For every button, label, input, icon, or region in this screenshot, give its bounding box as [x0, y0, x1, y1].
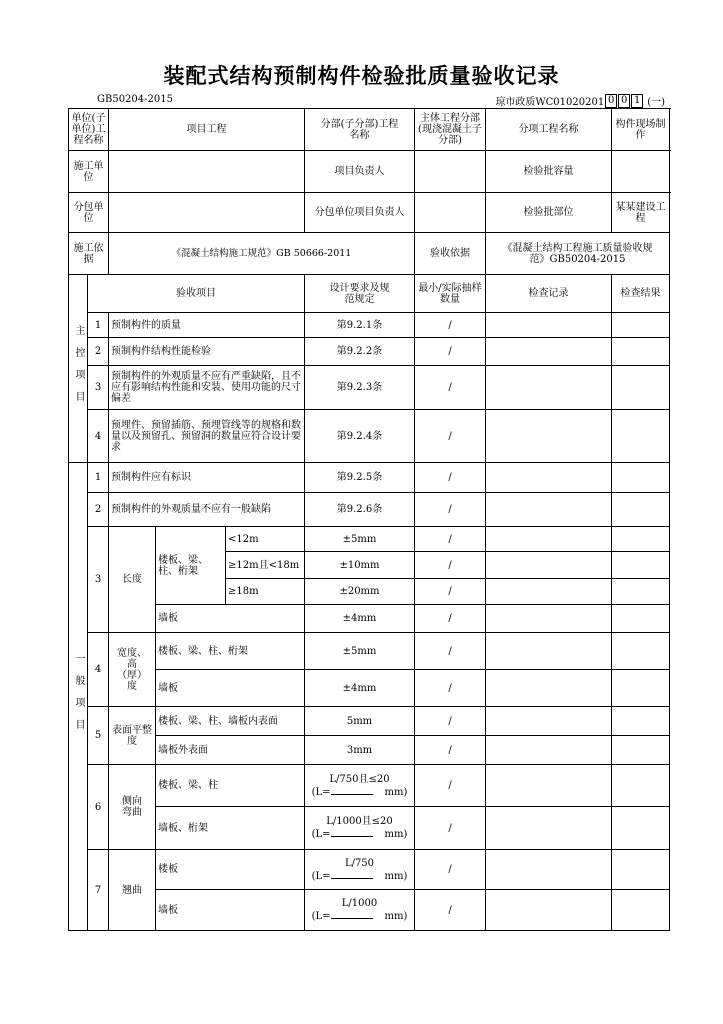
constructor-value[interactable]: [109, 151, 305, 193]
item-record[interactable]: [486, 807, 612, 850]
item-no: 4: [88, 410, 109, 463]
item-sub: 楼板: [156, 850, 305, 890]
item-result[interactable]: [612, 313, 670, 338]
item-result[interactable]: [612, 807, 670, 850]
table-row: [69, 633, 670, 670]
item-req: ±4mm: [305, 605, 415, 633]
item-qty[interactable]: /: [415, 670, 486, 707]
item-qty[interactable]: /: [415, 633, 486, 670]
item-no: 1: [88, 463, 109, 493]
record-code: [495, 93, 665, 108]
table-row: [69, 605, 670, 633]
item-req: 第9.2.6条: [305, 493, 415, 527]
col-req: 设计要求及规范规定: [305, 275, 415, 313]
item-no: 4: [88, 633, 109, 707]
item-req: 5mm: [305, 707, 415, 736]
col-record: 检查记录: [486, 275, 612, 313]
item-qty[interactable]: /: [415, 366, 486, 410]
item-qty[interactable]: /: [415, 890, 486, 931]
pm-label: 项目负责人: [305, 151, 415, 193]
item-req: 第9.2.3条: [305, 366, 415, 410]
item-name: 表面平整度: [109, 707, 156, 765]
col-item: 验收项目: [88, 275, 305, 313]
l-unit: mm): [384, 870, 408, 882]
item-record[interactable]: [486, 552, 612, 579]
standard-code: GB50204-2015: [97, 94, 173, 105]
division-label: 分部(子分部)工程名称: [305, 109, 415, 151]
location-value[interactable]: 某某建设工程: [612, 193, 670, 233]
item-record[interactable]: [486, 605, 612, 633]
item-sub: 墙板: [156, 670, 305, 707]
table-row: [69, 410, 670, 463]
item-record[interactable]: [486, 463, 612, 493]
item-req: [305, 765, 415, 807]
item-result[interactable]: [612, 338, 670, 366]
item-result[interactable]: [612, 463, 670, 493]
table-row: [69, 527, 670, 552]
col-result: 检查结果: [612, 275, 670, 313]
item-name: 预制构件应有标识: [109, 463, 305, 493]
item-no: 3: [88, 366, 109, 410]
unit-label: 单位(子单位)工程名称: [69, 109, 109, 151]
l-input[interactable]: [331, 785, 373, 795]
item-result[interactable]: [612, 670, 670, 707]
item-no: 2: [88, 493, 109, 527]
item-req: ±10mm: [305, 552, 415, 579]
item-name: 翘曲: [109, 850, 156, 931]
item-qty[interactable]: /: [415, 527, 486, 552]
table-row: [69, 707, 670, 736]
sub-pm-value[interactable]: [415, 193, 486, 233]
item-name: 预埋件、预留插筋、预埋管线等的规格和数量以及预留孔、预留洞的数量应符合设计要求: [109, 410, 305, 463]
item-qty[interactable]: /: [415, 338, 486, 366]
item-no: 2: [88, 338, 109, 366]
l-label: (L=: [311, 870, 331, 882]
item-qty[interactable]: /: [415, 605, 486, 633]
main-group-label: 主控项目: [69, 275, 88, 463]
item-req: 3mm: [305, 736, 415, 765]
table-row: [69, 807, 670, 850]
division-value[interactable]: 主体工程分部(现浇混凝土子分部): [415, 109, 486, 151]
item-sub: 楼板、梁、柱: [156, 765, 305, 807]
item-sub: 楼板、梁、柱、桁架: [156, 633, 305, 670]
item-record[interactable]: [486, 707, 612, 736]
item-record[interactable]: [486, 366, 612, 410]
item-qty[interactable]: /: [415, 807, 486, 850]
item-sub: 墙板: [156, 890, 305, 931]
table-row: [69, 890, 670, 931]
item-qty[interactable]: /: [415, 707, 486, 736]
table-row: [69, 463, 670, 493]
item-result[interactable]: [612, 890, 670, 931]
record-code-prefix: 琼市政质WC01020201: [495, 97, 605, 108]
item-req: ±20mm: [305, 579, 415, 605]
item-cond: <12m: [226, 527, 305, 552]
l-label: (L=: [311, 911, 331, 922]
item-sub: 墙板外表面: [156, 736, 305, 765]
l-label: (L=: [311, 829, 331, 840]
item-record[interactable]: [486, 765, 612, 807]
item-qty[interactable]: /: [415, 410, 486, 463]
item-req: [305, 807, 415, 850]
item-record[interactable]: [486, 633, 612, 670]
item-req: 第9.2.5条: [305, 463, 415, 493]
formula: L/1000且≤20: [326, 816, 393, 827]
item-no: 3: [88, 527, 109, 633]
item-sub: 墙板、桁架: [156, 807, 305, 850]
item-no: 6: [88, 765, 109, 850]
item-qty[interactable]: /: [415, 463, 486, 493]
subitem-value[interactable]: 构件现场制作: [612, 109, 670, 151]
item-result[interactable]: [612, 493, 670, 527]
record-code-suffix: (一): [647, 97, 665, 108]
item-record[interactable]: [486, 338, 612, 366]
basis-label: 施工依据: [69, 233, 109, 275]
code-box-3[interactable]: 1: [631, 94, 643, 108]
item-record[interactable]: [486, 890, 612, 931]
item-record[interactable]: [486, 493, 612, 527]
item-sub: 楼板、梁、柱、墙板内表面: [156, 707, 305, 736]
table-row: [69, 366, 670, 410]
form-title: 装配式结构预制构件检验批质量验收记录: [163, 64, 560, 88]
inspection-table: [68, 108, 670, 931]
item-result[interactable]: [612, 579, 670, 605]
table-row: [69, 313, 670, 338]
l-input[interactable]: [331, 869, 373, 879]
item-name: 长度: [109, 527, 156, 633]
accept-label: 验收依据: [415, 233, 486, 275]
l-unit: mm): [384, 911, 408, 922]
l-label: (L=: [311, 786, 331, 798]
item-cond: ≥12m且<18m: [226, 552, 305, 579]
item-qty[interactable]: /: [415, 765, 486, 807]
l-unit: mm): [384, 786, 408, 798]
accept-value[interactable]: 《混凝土结构工程施工质量验收规范》GB50204-2015: [486, 233, 670, 275]
item-result[interactable]: [612, 552, 670, 579]
item-no: 5: [88, 707, 109, 765]
formula: L/750且≤20: [329, 773, 390, 785]
item-name: 预制构件结构性能检验: [109, 338, 305, 366]
item-record[interactable]: [486, 410, 612, 463]
item-req: [305, 890, 415, 931]
item-record[interactable]: [486, 850, 612, 890]
location-label: 检验批部位: [486, 193, 612, 233]
item-sub: 墙板: [156, 605, 305, 633]
item-req: 第9.2.1条: [305, 313, 415, 338]
item-result[interactable]: [612, 765, 670, 807]
item-record[interactable]: [486, 736, 612, 765]
table-row: [69, 736, 670, 765]
item-qty[interactable]: /: [415, 313, 486, 338]
l-input[interactable]: [331, 909, 373, 919]
item-record[interactable]: [486, 579, 612, 605]
sub-label: 分包单位: [69, 193, 109, 233]
l-input[interactable]: [331, 827, 373, 837]
item-name: 宽度、高（厚）度: [109, 633, 156, 707]
col-qty: 最小/实际抽样数量: [415, 275, 486, 313]
item-result[interactable]: [612, 850, 670, 890]
general-group-label: 一般项目: [69, 463, 88, 931]
item-req: ±5mm: [305, 633, 415, 670]
sub-pm-label: 分包单位项目负责人: [305, 193, 415, 233]
table-row: [69, 850, 670, 890]
code-box-1[interactable]: 0: [605, 94, 617, 108]
item-result[interactable]: [612, 736, 670, 765]
item-result[interactable]: [612, 707, 670, 736]
item-req: 第9.2.2条: [305, 338, 415, 366]
item-req: 第9.2.4条: [305, 410, 415, 463]
pm-value[interactable]: [415, 151, 486, 193]
basis-value[interactable]: 《混凝土结构施工规范》GB 50666-2011: [109, 233, 415, 275]
l-unit: mm): [384, 829, 408, 840]
table-row: [69, 338, 670, 366]
item-req: ±4mm: [305, 670, 415, 707]
item-result[interactable]: [612, 410, 670, 463]
code-box-2[interactable]: 0: [618, 94, 630, 108]
item-result[interactable]: [612, 605, 670, 633]
item-qty[interactable]: /: [415, 493, 486, 527]
item-result[interactable]: [612, 633, 670, 670]
item-qty[interactable]: /: [415, 579, 486, 605]
item-no: 7: [88, 850, 109, 931]
formula: L/750: [344, 857, 375, 869]
sub-value[interactable]: [109, 193, 305, 233]
item-no: 1: [88, 313, 109, 338]
item-record[interactable]: [486, 527, 612, 552]
item-name: 预制构件的外观质量不应有严重缺陷，且不应有影响结构性能和安装、使用功能的尺寸偏差: [109, 366, 305, 410]
item-qty[interactable]: /: [415, 736, 486, 765]
unit-value[interactable]: 项目工程: [109, 109, 305, 151]
item-req: [305, 850, 415, 890]
formula: L/1000: [341, 898, 378, 909]
table-row: [69, 765, 670, 807]
item-name: 预制构件的外观质量不应有一般缺陷: [109, 493, 305, 527]
item-name: 预制构件的质量: [109, 313, 305, 338]
constructor-label: 施工单位: [69, 151, 109, 193]
table-row: [69, 670, 670, 707]
item-result[interactable]: [612, 366, 670, 410]
item-qty[interactable]: /: [415, 552, 486, 579]
item-qty[interactable]: /: [415, 850, 486, 890]
item-req: ±5mm: [305, 527, 415, 552]
item-record[interactable]: [486, 670, 612, 707]
capacity-label: 检验批容量: [486, 151, 612, 193]
subitem-label: 分项工程名称: [486, 109, 612, 151]
table-row: [69, 493, 670, 527]
capacity-value[interactable]: [612, 151, 670, 193]
item-sub: 楼板、梁、柱、桁架: [156, 527, 226, 605]
item-record[interactable]: [486, 313, 612, 338]
item-result[interactable]: [612, 527, 670, 552]
item-name: 侧向弯曲: [109, 765, 156, 850]
item-cond: ≥18m: [226, 579, 305, 605]
